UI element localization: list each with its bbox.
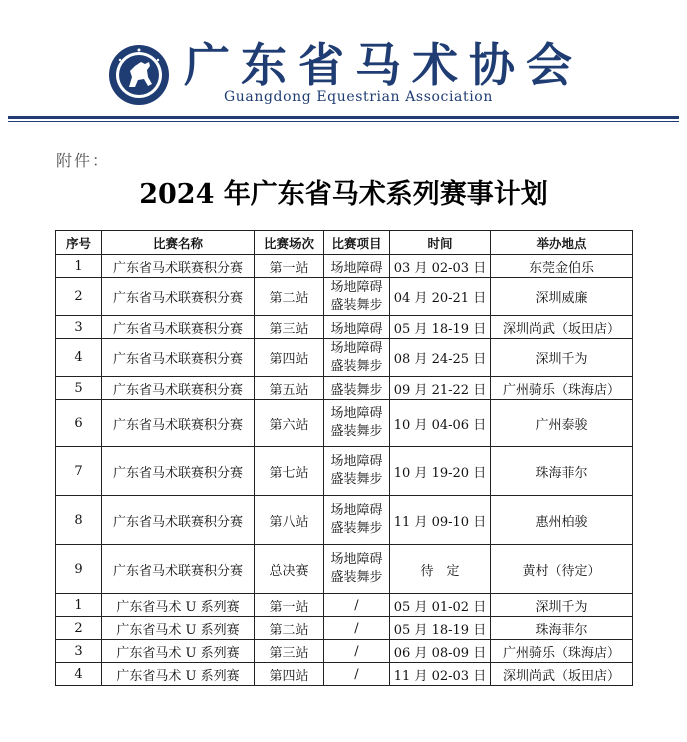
cell-round: 第三站 — [255, 316, 324, 339]
cell-venue: 广州泰骏 — [491, 400, 633, 447]
cell-date: 10 月 19-20 日 — [390, 447, 491, 496]
cell-name: 广东省马术联赛积分赛 — [102, 545, 255, 594]
cell-date: 05 月 18-19 日 — [390, 316, 491, 339]
cell-venue: 广州骑乐（珠海店） — [491, 377, 633, 400]
cell-no: 6 — [56, 400, 102, 447]
event-line: 盛装舞步 — [330, 521, 383, 536]
cell-date: 待 定 — [390, 545, 491, 594]
cell-venue: 深圳千为 — [491, 339, 633, 377]
cell-venue: 深圳尚武（坂田店） — [491, 663, 633, 686]
cell-event — [324, 447, 390, 496]
table-row — [56, 447, 633, 496]
cell-no: 2 — [56, 617, 102, 640]
cell-event — [324, 316, 390, 339]
header-no: 序号 — [56, 231, 102, 255]
cell-round: 第二站 — [255, 617, 324, 640]
table-row — [56, 377, 633, 400]
org-name-en: Guangdong Equestrian Association — [224, 89, 493, 105]
cell-name: 广东省马术 U 系列赛 — [102, 617, 255, 640]
cell-no: 9 — [56, 545, 102, 594]
event-line: 盛装舞步 — [330, 472, 383, 487]
cell-venue: 深圳尚武（坂田店） — [491, 316, 633, 339]
cell-name: 广东省马术联赛积分赛 — [102, 316, 255, 339]
cell-name: 广东省马术联赛积分赛 — [102, 278, 255, 316]
table-row — [56, 594, 633, 617]
cell-round: 第四站 — [255, 339, 324, 377]
cell-event — [324, 339, 390, 377]
event-line: / — [354, 643, 359, 659]
cell-date: 03 月 02-03 日 — [390, 255, 491, 278]
cell-round: 第六站 — [255, 400, 324, 447]
cell-round: 第七站 — [255, 447, 324, 496]
org-name-cn: 广东省马术协会 — [184, 38, 583, 92]
table-row — [56, 545, 633, 594]
cell-venue: 深圳千为 — [491, 594, 633, 617]
cell-event — [324, 594, 390, 617]
cell-name: 广东省马术联赛积分赛 — [102, 377, 255, 400]
event-line: 盛装舞步 — [330, 382, 383, 398]
cell-no: 8 — [56, 496, 102, 545]
cell-event — [324, 400, 390, 447]
cell-date: 11 月 09-10 日 — [390, 496, 491, 545]
cell-event — [324, 255, 390, 278]
table-row — [56, 400, 633, 447]
event-line: 场地障碍 — [330, 503, 383, 518]
event-line: 盛装舞步 — [330, 358, 383, 374]
cell-no: 4 — [56, 663, 102, 686]
cell-name: 广东省马术 U 系列赛 — [102, 663, 255, 686]
cell-no: 1 — [56, 594, 102, 617]
attachment-label: 附件： — [56, 151, 111, 170]
event-line: 盛装舞步 — [330, 297, 383, 313]
cell-event — [324, 640, 390, 663]
table-row — [56, 339, 633, 377]
table-row — [56, 496, 633, 545]
cell-venue: 深圳威廉 — [491, 278, 633, 316]
cell-venue: 珠海菲尔 — [491, 617, 633, 640]
header-round: 比赛场次 — [255, 231, 324, 255]
cell-venue: 珠海菲尔 — [491, 447, 633, 496]
header-name: 比赛名称 — [102, 231, 255, 255]
header-rule-thin — [8, 121, 679, 122]
cell-round: 第三站 — [255, 640, 324, 663]
cell-event — [324, 663, 390, 686]
event-line: 场地障碍 — [330, 260, 383, 276]
event-line: / — [354, 666, 359, 682]
cell-name: 广东省马术 U 系列赛 — [102, 640, 255, 663]
table-row — [56, 278, 633, 316]
event-line: 场地障碍 — [330, 340, 383, 356]
cell-event — [324, 278, 390, 316]
event-line: 场地障碍 — [330, 552, 383, 567]
cell-no: 1 — [56, 255, 102, 278]
cell-date: 11 月 02-03 日 — [390, 663, 491, 686]
cell-date: 05 月 18-19 日 — [390, 617, 491, 640]
cell-event — [324, 617, 390, 640]
cell-no: 7 — [56, 447, 102, 496]
cell-round: 总决赛 — [255, 545, 324, 594]
table-row — [56, 316, 633, 339]
cell-event — [324, 545, 390, 594]
cell-name: 广东省马术联赛积分赛 — [102, 400, 255, 447]
cell-event — [324, 377, 390, 400]
cell-date: 06 月 08-09 日 — [390, 640, 491, 663]
table-header-row — [56, 231, 633, 255]
page-title: 2024 年广东省马术系列赛事计划 — [139, 179, 548, 210]
cell-date: 09 月 21-22 日 — [390, 377, 491, 400]
cell-no: 5 — [56, 377, 102, 400]
event-line: 场地障碍 — [330, 279, 383, 295]
cell-name: 广东省马术联赛积分赛 — [102, 496, 255, 545]
event-line: 盛装舞步 — [330, 570, 383, 585]
cell-venue: 惠州柏骏 — [491, 496, 633, 545]
cell-name: 广东省马术联赛积分赛 — [102, 339, 255, 377]
header-date: 时间 — [390, 231, 491, 255]
cell-no: 4 — [56, 339, 102, 377]
header-venue: 举办地点 — [491, 231, 633, 255]
cell-round: 第一站 — [255, 255, 324, 278]
cell-round: 第八站 — [255, 496, 324, 545]
cell-date: 04 月 20-21 日 — [390, 278, 491, 316]
event-line: 场地障碍 — [330, 454, 383, 469]
cell-date: 08 月 24-25 日 — [390, 339, 491, 377]
cell-venue: 黄村（待定） — [491, 545, 633, 594]
cell-no: 2 — [56, 278, 102, 316]
event-line: 场地障碍 — [330, 321, 383, 337]
table-row — [56, 640, 633, 663]
table-row — [56, 617, 633, 640]
cell-no: 3 — [56, 316, 102, 339]
event-line: 场地障碍 — [330, 406, 383, 421]
table-row — [56, 663, 633, 686]
cell-round: 第四站 — [255, 663, 324, 686]
cell-no: 3 — [56, 640, 102, 663]
header-rule-thick — [8, 116, 679, 119]
cell-round: 第二站 — [255, 278, 324, 316]
cell-name: 广东省马术联赛积分赛 — [102, 255, 255, 278]
schedule-table — [55, 230, 633, 686]
cell-round: 第一站 — [255, 594, 324, 617]
event-line: / — [354, 620, 359, 636]
cell-date: 05 月 01-02 日 — [390, 594, 491, 617]
cell-date: 10 月 04-06 日 — [390, 400, 491, 447]
cell-round: 第五站 — [255, 377, 324, 400]
event-line: 盛装舞步 — [330, 424, 383, 439]
cell-event — [324, 496, 390, 545]
cell-name: 广东省马术 U 系列赛 — [102, 594, 255, 617]
association-logo-icon — [108, 44, 170, 106]
cell-venue: 东莞金伯乐 — [491, 255, 633, 278]
event-line: / — [354, 597, 359, 613]
cell-venue: 广州骑乐（珠海店） — [491, 640, 633, 663]
cell-name: 广东省马术联赛积分赛 — [102, 447, 255, 496]
table-row — [56, 255, 633, 278]
header-event: 比赛项目 — [324, 231, 390, 255]
